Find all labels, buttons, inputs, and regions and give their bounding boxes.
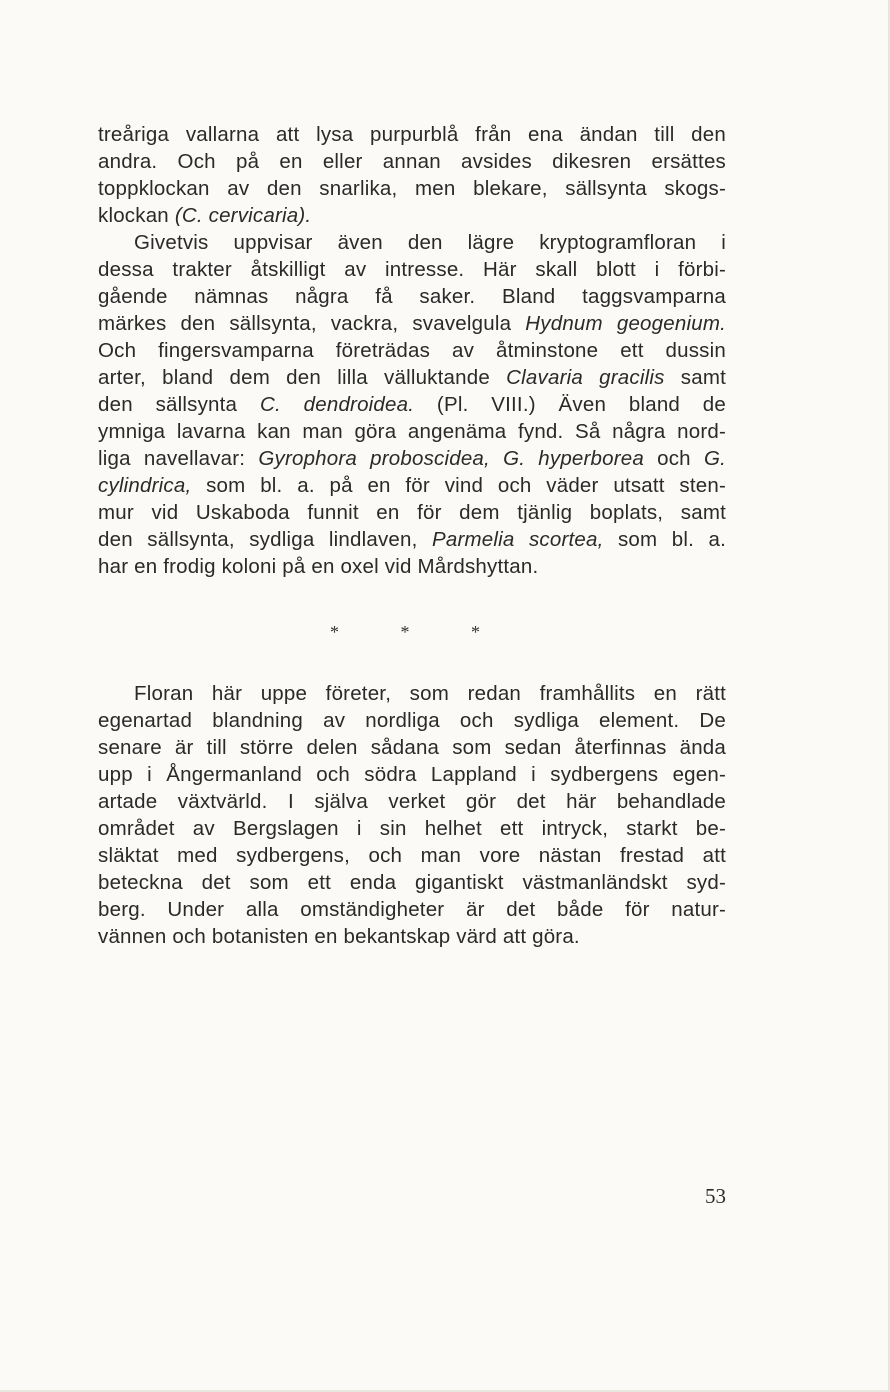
text-line [98, 734, 726, 761]
text-run: treåriga vallarna att lysa purpurblå från ena ändan till den [98, 123, 726, 146]
text-run: mur vid Uskaboda funnit en för dem tjänlig boplats, samt [98, 501, 726, 524]
text-run: berg. Under alla omständigheter är det både för natur- [98, 898, 726, 921]
text-run: samt [664, 366, 726, 389]
italic-species-name: cylindrica, [98, 474, 192, 497]
text-line [98, 815, 726, 842]
text-line [98, 499, 726, 526]
text-run: (Pl. VIII.) Även bland de [414, 393, 727, 416]
text-run: ymniga lavarna kan man göra angenäma fynd. Så några nord- [98, 420, 726, 443]
text-line [98, 337, 726, 364]
text-line [98, 472, 726, 499]
text-run: har en frodig koloni på en oxel vid Mårdshyttan. [98, 555, 539, 578]
section-separator [330, 622, 480, 643]
text-line [98, 175, 726, 202]
text-line [98, 364, 726, 391]
text-run: som bl. a. på en för vind och väder utsatt sten- [191, 474, 726, 497]
text-run: arter, bland dem den lilla välluktande [98, 366, 507, 389]
text-line [98, 923, 726, 950]
text-run: den sällsynta, sydliga lindlaven, [98, 528, 432, 551]
text-run: liga navellavar: [98, 447, 259, 470]
text-run: som bl. a. [603, 528, 727, 551]
text-run: släktat med sydbergens, och man vore nästan frestad att [98, 844, 726, 867]
italic-species-name: Hydnum geogenium. [525, 312, 726, 335]
text-run: upp i Ångermanland och södra Lappland i sydbergens egen- [98, 763, 726, 786]
text-line [98, 707, 726, 734]
text-line [98, 202, 726, 229]
text-line [98, 788, 726, 815]
separator-star: * [400, 622, 410, 642]
text-line [98, 283, 726, 310]
text-run: senare är till större delen sådana som sedan återfinnas ända [98, 736, 726, 759]
text-run: klockan [98, 204, 175, 227]
text-run: Och fingersvamparna företrädas av åtminstone ett dussin [98, 339, 726, 362]
text-run: Givetvis uppvisar även den lägre kryptogramfloran i [134, 231, 726, 254]
italic-species-name: Parmelia scortea, [432, 528, 604, 551]
text-run: dessa trakter åtskilligt av intresse. Här skall blott i förbi- [98, 258, 726, 281]
paragraph-cryptogams [98, 121, 726, 580]
text-line [98, 256, 726, 283]
text-line [98, 310, 726, 337]
text-line [98, 526, 726, 553]
text-run: den sällsynta [98, 393, 260, 416]
text-run: beteckna det som ett enda gigantiskt västmanländskt syd- [98, 871, 726, 894]
separator-star: * [471, 622, 480, 642]
text-line [98, 553, 726, 580]
text-run: och [643, 447, 704, 470]
text-line [98, 680, 726, 707]
text-run: andra. Och på en eller annan avsides dikesren ersättes [98, 150, 726, 173]
text-line [98, 148, 726, 175]
italic-species-name: C. dendroidea. [259, 393, 415, 416]
text-run: gående nämnas några få saker. Bland taggsvamparna [98, 285, 726, 308]
text-line [98, 229, 726, 256]
text-line [98, 121, 726, 148]
italic-species-name: Gyrophora proboscidea, G. hyperborea [258, 447, 644, 470]
page-number: 53 [705, 1184, 726, 1208]
text-line [98, 896, 726, 923]
text-run: toppklockan av den snarlika, men blekare, sällsynta skogs- [98, 177, 726, 200]
text-run: vännen och botanisten en bekantskap värd att göra. [98, 925, 580, 948]
text-line [98, 842, 726, 869]
italic-species-name: (C. cervicaria). [174, 204, 312, 227]
text-run: egenartad blandning av nordliga och sydliga element. De [98, 709, 726, 732]
text-line [98, 761, 726, 788]
text-run: Floran här uppe företer, som redan framhållits en rätt [134, 682, 726, 705]
text-run: märkes den sällsynta, vackra, svavelgula [98, 312, 526, 335]
text-line [98, 869, 726, 896]
italic-species-name: G. [703, 447, 726, 470]
text-line [98, 445, 726, 472]
italic-species-name: Clavaria gracilis [506, 366, 665, 389]
text-line [98, 418, 726, 445]
text-run: artade växtvärld. I själva verket gör det här behandlade [98, 790, 726, 813]
text-run: området av Bergslagen i sin helhet ett intryck, starkt be- [98, 817, 726, 840]
separator-star: * [330, 622, 339, 642]
paragraph-flora-summary [98, 680, 726, 950]
text-line [98, 391, 726, 418]
